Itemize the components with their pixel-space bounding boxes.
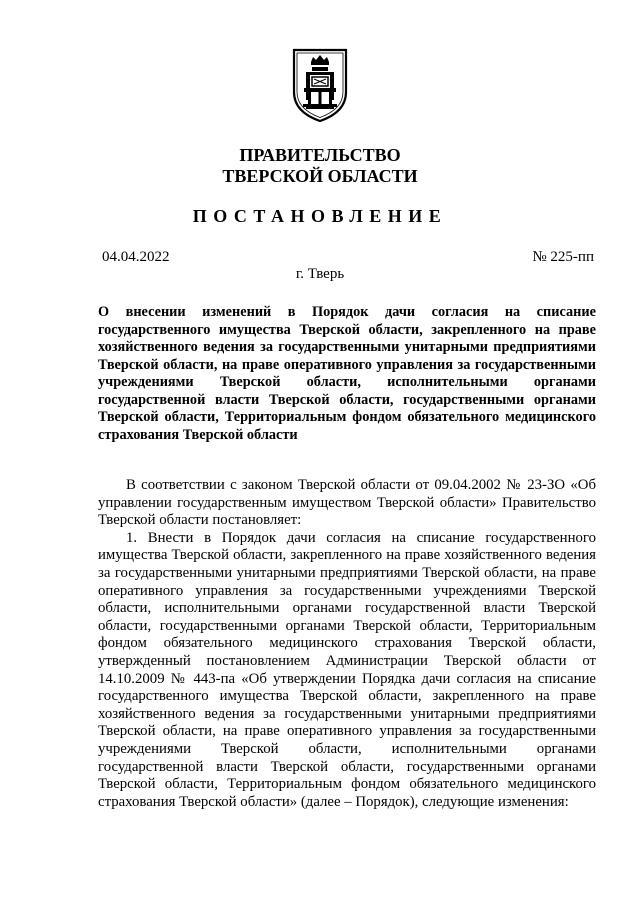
coat-of-arms-icon [290,46,350,124]
body-paragraph-1: В соответствии с законом Тверской области от 09.04.2002 № 23-ЗО «Об управлении государственным имуществом Тверской области» Правительство Тверской области постановляет: [98,477,596,529]
document-subject: О внесении изменений в Порядок дачи согласия на списание государственного имущества Тверской области, закрепленного на праве хозяйственного ведения за государственными унитарными предприятиями Тверской области, на праве оперативного управления за государственными учреждениями Тверской области, исполнительными органами государственной власти Тверской области, государственными органами Тверской области, Территориальным фондом обязательного медицинского страхования Тверской области [98,304,596,443]
government-title-line1: ПРАВИТЕЛЬСТВО [239,145,401,165]
document-type: ПОСТАНОВЛЕНИЕ [192,206,448,226]
document-number: № 225-пп [532,249,594,265]
document-date: 04.04.2022 [102,249,170,265]
document-city: г. Тверь [295,266,345,282]
body-paragraph-2: 1. Внести в Порядок дачи согласия на списание государственного имущества Тверской области, закрепленного на праве хозяйственного ведения за государственными унитарными предприятиями Тверской области, на праве оперативного управления за государственными учреждениями Тверской области, исполнительными органами государственной власти Тверской области, государственными органами Тверской области, Территориальным фондом обязательного медицинского страхования Тверской области, утвержденный постановлением Администрации Тверской области от 14.10.2009 № 443-па «Об утверждении Порядка дачи согласия на списание государственного имущества Тверской области, закрепленного на праве хозяйственного ведения за государственными унитарными предприятиями Тверской области, на праве оперативного управления за государственными учреждениями Тверской области, исполнительными органами государственной власти Тверской области, государственными органами Тверской области, Территориальным фондом обязательного медицинского страхования Тверской области» (далее – Порядок), следующие изменения: [98,529,596,810]
government-title-line2: ТВЕРСКОЙ ОБЛАСТИ [222,166,418,186]
document-body [98,477,596,811]
